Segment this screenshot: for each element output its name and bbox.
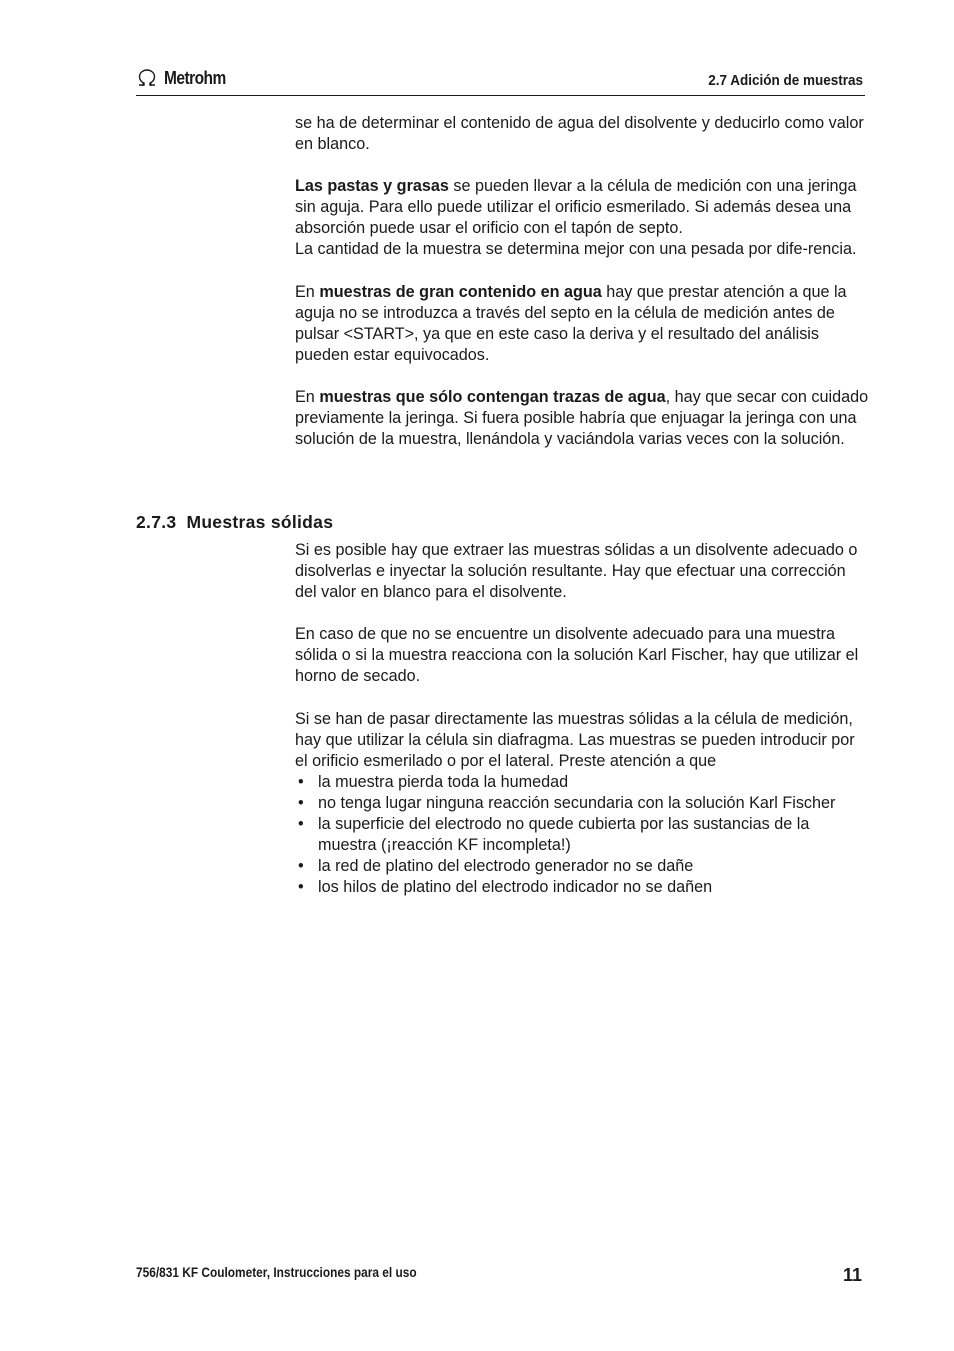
body-text-solid-samples xyxy=(295,540,870,898)
paragraph-direct: Si se han de pasar directamente las muestras sólidas a la célula de medición, hay que utilizar la célula sin diafragma. Las muestras se pueden introducir por el orificio esmerilado o por el lateral. Preste atención a que xyxy=(295,709,855,770)
text-prefix: En xyxy=(295,387,320,406)
bold-term-high-water: muestras de gran contenido en agua xyxy=(319,282,602,301)
metrohm-logo xyxy=(136,66,236,90)
bullet-list xyxy=(295,772,870,899)
paragraph-traces-text: , hay que secar con cuidado previamente la jeringa. Si fuera posible habría que enjuagar la jeringa con una solución de la muestra, llenándola y vaciándola varias veces con la solución. xyxy=(295,387,869,449)
paragraph-traces xyxy=(295,387,870,450)
list-item: • la superficie del electrodo no quede cubierta por las sustancias de la muestra (¡reacción KF incompleta!) xyxy=(295,814,870,856)
list-item: • los hilos de platino del electrodo indicador no se dañen xyxy=(295,877,870,898)
paragraph-blank-value: se ha de determinar el contenido de agua del disolvente y deducirlo como valor en blanco. xyxy=(295,114,864,154)
list-item: • la red de platino del electrodo generador no se dañe xyxy=(295,856,870,877)
logo-text: Metrohm xyxy=(164,67,226,88)
paragraph-pastes-text: se pueden llevar a la célula de medición con una jeringa sin aguja. Para ello puede utilizar el orificio esmerilado. Si además desea una absorción puede usar el orificio con el tapón de septo. xyxy=(295,177,857,238)
list-item: • no tenga lugar ninguna reacción secundaria con la solución Karl Fischer xyxy=(295,793,870,814)
omega-logo-icon xyxy=(136,68,162,88)
section-number: 2.7.3 xyxy=(136,512,177,532)
page-number: 11 xyxy=(842,1265,862,1285)
text-prefix: En xyxy=(295,282,320,301)
section-heading xyxy=(136,512,333,533)
paragraph-extract: Si es posible hay que extraer las muestras sólidas a un disolvente adecuado o disolverlas e inyectar la solución resultante. Hay que efectuar una corrección del valor en blanco para el disolvente. xyxy=(295,541,858,602)
list-item: • la muestra pierda toda la humedad xyxy=(295,772,870,793)
running-section-title: 2.7 Adición de muestras xyxy=(708,72,863,89)
page-header xyxy=(136,66,865,96)
paragraph-high-water-text: hay que prestar atención a que la aguja no se introduzca a través del septo en la célula de medición antes de pulsar <START>, ya que en este caso la deriva y el resultado del análisis pueden estar equivocados. xyxy=(295,282,847,364)
paragraph-pastes xyxy=(295,176,870,239)
footer-document-title: 756/831 KF Coulometer, Instrucciones para el uso xyxy=(136,1265,417,1280)
section-title: Muestras sólidas xyxy=(186,512,334,532)
paragraph-oven: En caso de que no se encuentre un disolvente adecuado para una muestra sólida o si la muestra reacciona con la solución Karl Fischer, hay que utilizar el horno de secado. xyxy=(295,625,859,686)
paragraph-high-water xyxy=(295,282,870,366)
bold-term-pastes: Las pastas y grasas xyxy=(295,177,449,196)
bold-term-traces: muestras que sólo contengan trazas de agua xyxy=(319,387,666,406)
body-text-top xyxy=(295,113,870,450)
paragraph-quantity: La cantidad de la muestra se determina mejor con una pesada por dife-rencia. xyxy=(295,240,857,259)
